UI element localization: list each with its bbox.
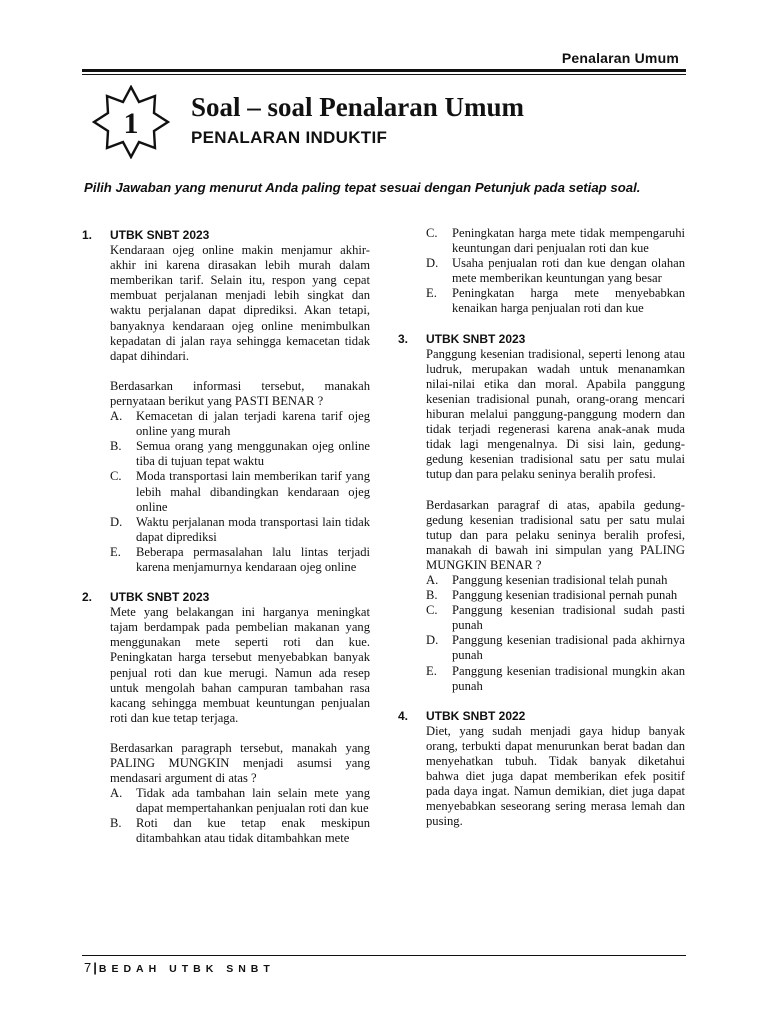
footer-separator: |: [93, 960, 97, 975]
question-source: UTBK SNBT 2022: [426, 708, 526, 723]
question-source: UTBK SNBT 2023: [110, 590, 210, 605]
question-passage: Diet, yang sudah menjadi gaya hidup banyak orang, terbukti dapat menurunkan berat badan dan menyehatkan tubuh. Tidak banyak diketahui bahwa diet juga dapat memberikan efek positif pada daya ingat. Namun demikian, diet juga dapat menyebabkan seseorang sering merasa lemah dan pusing.: [426, 723, 685, 829]
question-2: [82, 590, 370, 847]
question-prompt: Berdasarkan paragraf di atas, apabila gedung-gedung kesenian tradisional satu per satu mulai tutup dan para pelaku seninya beralih profesi, manakah di bawah ini simpulan yang PALING MUNGKIN BENAR ?: [426, 497, 685, 572]
page-footer: [84, 960, 275, 975]
chapter-title: Soal – soal Penalaran Umum: [191, 92, 525, 122]
question-4: [398, 709, 685, 830]
question-number: 4.: [398, 708, 409, 723]
header-rule-thick: [82, 69, 686, 72]
question-source: UTBK SNBT 2023: [110, 228, 210, 242]
answer-option[interactable]: A. Panggung kesenian tradisional telah punah: [426, 572, 668, 587]
answer-option[interactable]: B. Roti dan kue tetap enak meskipun ditambahkan atau tidak ditambahkan mete: [110, 816, 370, 846]
instruction-text: Pilih Jawaban yang menurut Anda paling tepat sesuai dengan Petunjuk pada setiap soal.: [84, 180, 641, 195]
question-passage: Panggung kesenian tradisional, seperti lenong atau ludruk, merupakan wadah untuk menanamkan nilai-nilai etika dan moral. Apabila panggung kesenian tradisional punah, orang-orang mencari hiburan melalui panggung-panggung modern dan tidak terjadi regenerasi karena anak-anak muda tidak lagi mengenalnya. Di sisi lain, gedung-gedung kesenian tradisional satu per satu mulai tutup dan para pelaku seninya beralih profesi.: [426, 346, 685, 482]
question-passage: Mete yang belakangan ini harganya meningkat tajam berdampak pada pembelian makanan yang menggunakan mete seperti roti dan kue. Peningkatan harga tersebut menyebabkan banyak penjual roti dan kue merugi. Namun ada resep untuk mengolah bahan campuran tambahan rasa kacang sehingga membuat keuntungan penjualan roti dan kue tetap terjaga.: [110, 605, 370, 725]
answer-option[interactable]: D. Waktu perjalanan moda transportasi lain tidak dapat diprediksi: [110, 514, 370, 544]
question-3: [398, 332, 685, 694]
footer-rule: [82, 955, 686, 956]
left-column: [82, 228, 370, 847]
question-prompt: Berdasarkan paragraph tersebut, manakah yang PALING MUNGKIN menjadi asumsi yang mendasari argument di atas ?: [110, 740, 370, 786]
question-passage: Kendaraan ojeg online makin menjamur akhir-akhir ini karena dirasakan lebih murah dalam memberikan tarif. Selain itu, respon yang cepat membuat perjalanan menjadi lebih singkat dan waktu perjalanan dapat diprediksi. Akan tetapi, banyaknya kendaraan ojeg online menimbulkan kepadatan di jalan raya sehingga kemacetan tidak dapat dihindari.: [110, 243, 370, 363]
question-number: 1.: [82, 228, 93, 242]
question-number: 3.: [398, 331, 409, 346]
question-prompt: Berdasarkan informasi tersebut, manakah pernyataan berikut yang PASTI BENAR ?: [110, 378, 370, 408]
answer-option[interactable]: E. Beberapa permasalahan lalu lintas terjadi karena menjamurnya kendaraan ojeg online: [110, 544, 370, 574]
answer-option[interactable]: E. Panggung kesenian tradisional mungkin akan punah: [426, 663, 685, 693]
answer-option[interactable]: D. Panggung kesenian tradisional pada akhirnya punah: [426, 633, 685, 663]
right-column: [398, 226, 685, 829]
answer-option[interactable]: B. Semua orang yang menggunakan ojeg online tiba di tujuan tepat waktu: [110, 439, 370, 469]
answer-option[interactable]: B. Panggung kesenian tradisional pernah punah: [426, 588, 678, 603]
answer-option[interactable]: A. Tidak ada tambahan lain selain mete yang dapat mempertahankan penjualan roti dan kue: [110, 786, 370, 816]
page-number: 7: [84, 960, 92, 975]
answer-option[interactable]: D. Usaha penjualan roti dan kue dengan olahan mete memberikan keuntungan yang besar: [426, 256, 685, 286]
answer-option[interactable]: A. Kemacetan di jalan terjadi karena tarif ojeg online yang murah: [110, 409, 370, 439]
question-source: UTBK SNBT 2023: [426, 331, 526, 346]
header-rule-thin: [82, 74, 686, 75]
question-number: 2.: [82, 590, 93, 605]
answer-option[interactable]: C. Panggung kesenian tradisional sudah pasti punah: [426, 603, 685, 633]
answer-option[interactable]: E. Peningkatan harga mete menyebabkan kenaikan harga penjualan roti dan kue: [426, 286, 685, 316]
question-1: [82, 228, 370, 575]
chapter-number: 1: [123, 107, 139, 140]
answer-option[interactable]: C. Moda transportasi lain memberikan tarif yang lebih mahal dibandingkan kendaraan ojeg online: [110, 469, 370, 514]
answer-option[interactable]: C. Peningkatan harga mete tidak mempengaruhi keuntungan dari penjualan roti dan kue: [426, 226, 685, 256]
footer-brand: BEDAH UTBK SNBT: [98, 963, 275, 975]
question-2-continued: [398, 226, 685, 317]
chapter-subtitle: PENALARAN INDUKTIF: [191, 128, 388, 147]
running-header: Penalaran Umum: [561, 50, 679, 66]
star-badge-icon: [92, 85, 170, 159]
